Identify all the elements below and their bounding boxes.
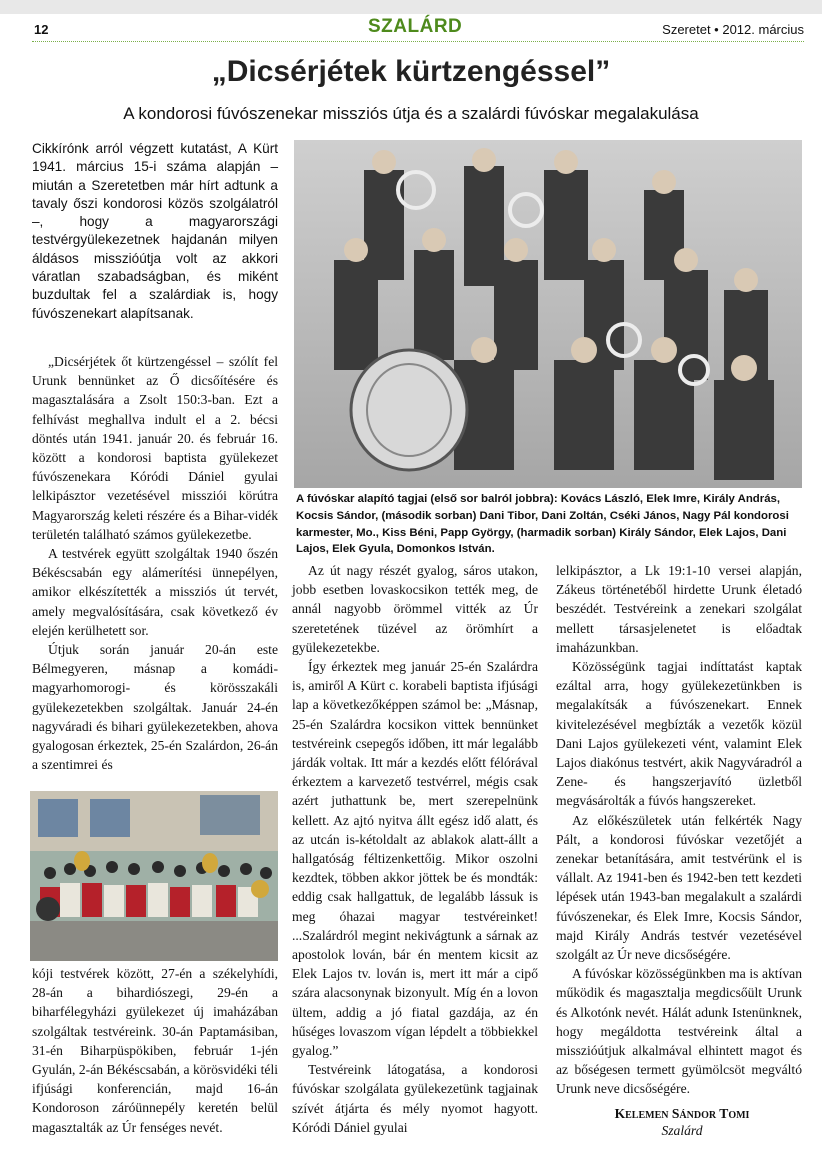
issue-date: Szeretet • 2012. március: [662, 22, 804, 37]
section-title: SZALÁRD: [368, 16, 463, 37]
paragraph: Testvéreink látogatása, a kondorosi fúvóskar szolgálata gyülekezetünk tagjainak szívét átjárta és mély nyomot hagyott. Kóródi Dániel gyulai: [292, 1062, 538, 1135]
column-1-bottom: [32, 964, 278, 1137]
header-rule: [32, 41, 804, 42]
intro-paragraph: [32, 140, 278, 323]
paragraph: Közösségünk tagjai indíttatást kaptak ezáltal arra, hogy gyülekezetünkben is megalakítsák a fúvószenekart. Ennek kivitelezésével megbízták a vezetők közül Dani Lajos gyülekezeti vént, valamint Elek Lajos diakónus testvért, akik Nagyváradról a Zene- és hangszerjavító üzletből megvásárolták a fúvós hangszereket.: [556, 659, 802, 809]
paragraph: Az út nagy részét gyalog, sáros utakon, jobb esetben lovaskocsikon tették meg, de annál nagyobb örömmel vitték az Úr szeretetének tüzével az örömhírt a gyülekezetekbe.: [292, 563, 538, 655]
paragraph: A fúvóskar közösségünkben ma is aktívan működik és magasztalja megdicsőült Urunk és Alkotónk nevét. Hálát adunk Istenünknek, hogy megáldotta testvéreink által a misszióútjuk alkalmával elhintett magot és az bőségesen termett gyümölcsöt megváltó Urunk neve dicsőségére.: [556, 966, 802, 1097]
paragraph: „Dicsérjétek őt kürtzengéssel – szólít fel Urunk bennünket az Ő dicsőítésére és magasztalására a Zsolt 150:3-ban. Ezt a felhívást meghallva indult el a 2. bécsi döntés után 1941. január 20. és február 16. között a kondorosi baptista gyülekezet fúvószenekara Kóródi Dániel gyulai lelkipásztor vezetésével missziói körútra Magyarország keleti részére és a Bihar-vidék területén található számos gyülekezetbe.: [32, 354, 278, 542]
article-title: „Dicsérjétek kürtzengéssel”: [211, 55, 611, 88]
intro-text: Cikkírónk arról végzett kutatást, A Kürt 1941. március 15-i száma alapján – miután a Szeretetben már hírt adtunk a tavaly őszi kondorosi közös szolgálatról –, hogy a magyarországi testvérgyülekezetnek hajdanán milyen áldásos misszióútja volt az akkori váratlan szabadságban, és miként buzdultak fel a szalárdiak is, hogy fúvószenekart alapítsanak.: [32, 141, 278, 321]
paragraph: Az előkészületek után felkérték Nagy Pált, a kondorosi fúvóskar vezetőjét a zenekar betanítására, amit testvérünk el is vállalt. Az 1941-ben és 1942-ben tett kezdeti lépések után 1943-ban megalakult a szalárdi fúvószenekar, és Elek Imre, Kocsis Sándor, majd Király András testvér vezetésével szolgált az Úr neve dicsőségére.: [556, 812, 802, 963]
page-number: 12: [34, 22, 49, 37]
column-3: [556, 561, 802, 1099]
paragraph: Így érkeztek meg január 25-én Szalárdra is, amiről A Kürt c. korabeli baptista ifjúsági lap a következőképpen számol be: „Másnap, 25-én Szalárdra kocsikon vittek bennünket testvéreink csepegős időben, itt már legalább járdák voltak. Itt már a kezdés előtt félórával érkeztem a karvezető testvérrel, mégis csak azért juthattunk be, mert szerepelnünk kellett. Az ajtó nyitva állt egész idő alatt, és az utcán is-kétoldalt az ablakok alatt-állt a hallgatóság féltizenkettőig. Mikor oszolni kezdtek, többen akkor jöttek be és mondták: eddig csak hallgattuk, de legalább lássuk is meg óhazai magyar testvéreinket! ...Szalárdról megint nekivágtunk a sárnak az apostolok lován, bár én mentem kicsit az Elek Lajos tv. lován is, mert itt már a cipő szára alacsonynak bizonyult. Míg én a lovon ültem, addig a jó fiatal gazdája, az én hűséges lovaszom vígan lépdelt a többiekkel gyalog.”: [292, 659, 538, 1059]
column-1-top: [32, 352, 278, 774]
paragraph: A testvérek együtt szolgáltak 1940 őszén Békéscsabán egy alámerítési ünnepélyen, amikor elkészítették a missziós út tervét, amely megvalósítására, csak következő év elején kerülhetett sor.: [32, 546, 278, 638]
paragraph: lelkipásztor, a Lk 19:1-10 versei alapján, Zákeus történetéből hirdette Urunk életadó beszédét. Testvéreink a zenekari szolgálat mellett társasjelenetet is előadtak imaházunkban.: [556, 563, 802, 655]
author-signature: [562, 1105, 802, 1139]
article-subtitle: A kondorosi fúvószenekar missziós útja és a szalárdi fúvóskar megalakulása: [123, 104, 699, 123]
brass-band-color-photo: [30, 791, 278, 961]
column-2: [292, 561, 538, 1137]
founding-members-bw-photo: [294, 140, 802, 488]
author-name: Kelemen Sándor Tomi: [614, 1106, 750, 1121]
page-top-strip: [0, 0, 822, 14]
paragraph: Útjuk során január 20-án este Bélmegyeren, másnap a komádi-magyarhomorogi- és körösszakáli gyülekezetekben szolgáltak. Január 24-én nagyváradi és bihari gyülekezetekben, ahova gyalogosan érkeztek, 25-én Szalárdon, 26-án a szentimrei és: [32, 642, 278, 773]
author-place: Szalárd: [661, 1123, 703, 1138]
paragraph: kóji testvérek között, 27-én a székelyhídi, 28-án a bihardiószegi, 29-én a biharfélegyházi gyülekezet új imaházában szolgáltak testvéreink. 30-án Paptamásiban, 31-én Biharpüspökiben, február 1-jén Gyulán, 2-án Békéscsabán, a körösvidéki téli ifjúsági konferencián, majd 16-án Kondoroson záróünnepély keretén belül magasztalták az Úr fenséges nevét.: [32, 966, 278, 1135]
photo-caption: A fúvóskar alapító tagjai (első sor balról jobbra): Kovács László, Elek Imre, Király András, Kocsis Sándor, (második sorban) Dani Tibor, Dani Zoltán, Cséki János, Nagy Pál kondorosi karmester, Mo., Kiss Béni, Papp György, (harmadik sorban) Király Sándor, Elek Lajos, Dani Lajos, Elek Gyula, Domonkos István.: [296, 493, 789, 556]
